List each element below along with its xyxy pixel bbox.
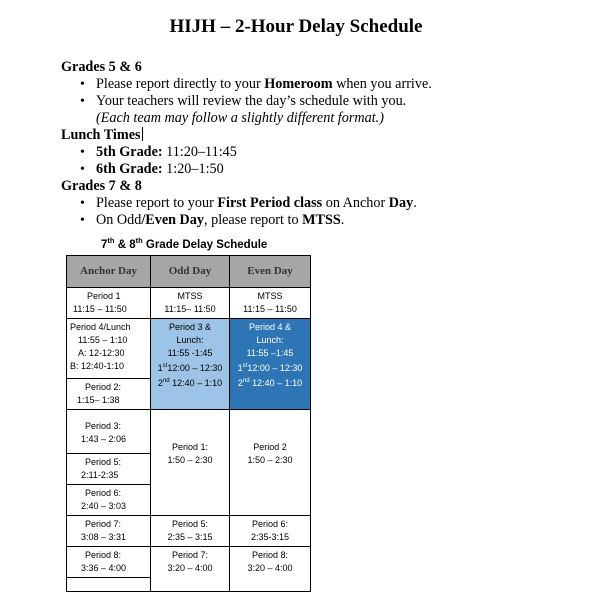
text: 2:40 – 3:03 — [81, 501, 127, 511]
table-header-row — [67, 256, 311, 288]
text: 3:08 – 3:31 — [81, 532, 127, 542]
text: Period 5: — [171, 519, 209, 529]
anchor-period-8 — [67, 547, 151, 578]
header-even-day: Even Day — [230, 256, 311, 288]
text: Period 3: — [85, 421, 122, 431]
text: 11:15– 11:50 — [164, 304, 216, 314]
text: Period 2: — [85, 382, 122, 392]
anchor-periods-3-5-6 — [67, 410, 151, 516]
page-title: HIJH – 2-Hour Delay Schedule — [169, 16, 423, 37]
text: Period 4 & — [248, 322, 292, 332]
text: 2:35 – 3:15 — [167, 532, 213, 542]
time: 11:20–11:45 — [162, 144, 237, 160]
lunch-times-heading — [61, 127, 561, 144]
header-odd-day: Odd Day — [151, 256, 230, 288]
text: Lunch: — [256, 335, 284, 345]
list-item — [96, 93, 561, 127]
text: 12:40 – 1:10 — [169, 378, 223, 388]
text: Period 7: — [171, 550, 209, 560]
text: Period 3 & — [168, 322, 212, 332]
odd-period-5 — [151, 516, 230, 547]
bold: /Even Day — [141, 212, 204, 228]
text: 2 — [157, 378, 163, 388]
text: 1 — [237, 363, 243, 373]
anchor-period-4-lunch-block — [67, 319, 151, 410]
text: Period 2 — [253, 442, 287, 452]
table-row — [67, 288, 311, 319]
text: Period 7: — [85, 519, 122, 529]
lunch-list — [61, 144, 561, 178]
label: 5th Grade: — [96, 144, 163, 160]
text: Lunch Times — [61, 127, 141, 143]
text: 11:55 –1:45 — [246, 348, 294, 358]
odd-period-1 — [151, 410, 230, 516]
team-note: (Each team may follow a slightly different format.) — [96, 110, 384, 126]
list-item — [96, 144, 561, 161]
text: 11:15 – 11:50 — [73, 304, 127, 314]
text: MTSS — [177, 291, 203, 301]
even-period-6 — [230, 516, 311, 547]
text: 12:00 – 12:30 — [167, 363, 223, 373]
text: , please report to — [204, 212, 303, 228]
text: B: 12:40-1:10 — [70, 361, 125, 371]
text: 2:35-3:15 — [250, 532, 290, 542]
text-cursor — [142, 127, 143, 141]
text: Period 1: — [171, 442, 209, 452]
anchor-period-7 — [67, 516, 151, 547]
even-period-4-lunch — [230, 319, 311, 410]
bold: Day — [388, 195, 414, 211]
bold: MTSS — [302, 212, 341, 228]
text: Period 1 — [87, 291, 121, 301]
text: 1 — [157, 363, 163, 373]
empty-cell — [67, 578, 151, 592]
sup: st — [242, 363, 248, 369]
odd-period-7 — [151, 547, 230, 592]
text: Please report to your — [96, 195, 218, 211]
table-row — [67, 319, 311, 410]
text: Period 8: — [251, 550, 289, 560]
text: 3:36 – 4:00 — [81, 563, 127, 573]
text: when you arrive. — [332, 76, 432, 92]
text: Period 8: — [85, 550, 122, 560]
sup: th — [135, 236, 143, 245]
text: Please report directly to your — [96, 76, 265, 92]
even-period-8 — [230, 547, 311, 592]
text: 11:55 – 1:10 — [78, 335, 128, 345]
grades-5-6-list — [61, 76, 561, 127]
text: 1:43 – 2:06 — [81, 434, 127, 444]
table-row — [67, 516, 311, 547]
table-row — [67, 410, 311, 516]
anchor-period-1 — [67, 288, 151, 319]
text: 1:50 – 2:30 — [167, 455, 213, 465]
table-caption — [101, 236, 267, 251]
list-item — [96, 161, 561, 178]
text: on Anchor — [322, 195, 389, 211]
text: On Odd — [96, 212, 142, 228]
odd-mtss — [151, 288, 230, 319]
text: 3:20 – 4:00 — [247, 563, 293, 573]
text: 11:15 – 11:50 — [243, 304, 297, 314]
list-item — [96, 212, 561, 229]
homeroom-bold: Homeroom — [264, 76, 333, 92]
text: 2:11-2:35 — [81, 470, 119, 480]
text: 12:40 – 1:10 — [249, 378, 303, 388]
sup: nd — [242, 378, 250, 384]
text: MTSS — [257, 291, 283, 301]
text: Your teachers will review the day’s schedule with you. — [96, 93, 407, 109]
sup: nd — [162, 378, 170, 384]
text: . — [340, 212, 345, 228]
delay-schedule-table — [66, 255, 311, 592]
even-period-2 — [230, 410, 311, 516]
text: Period 5: — [85, 457, 122, 467]
text: 11:55 -1:45 — [167, 348, 213, 358]
text: Lunch: — [176, 335, 204, 345]
text: 12:00 – 12:30 — [247, 363, 303, 373]
text: 1:50 – 2:30 — [247, 455, 293, 465]
text: Period 6: — [85, 488, 122, 498]
grades-7-8-list — [61, 195, 561, 229]
text: Period 4/Lunch — [70, 322, 131, 332]
text: 1:15– 1:38 — [77, 395, 120, 405]
sup: th — [107, 236, 115, 245]
document-body — [61, 59, 561, 229]
text: A: 12-12:30 — [78, 348, 125, 358]
sup: st — [162, 363, 168, 369]
text: 3:20 – 4:00 — [167, 563, 213, 573]
table-row — [67, 547, 311, 578]
text: . — [413, 195, 417, 211]
text: & 8 — [114, 238, 136, 251]
list-item — [96, 76, 561, 93]
grades-7-8-heading: Grades 7 & 8 — [61, 178, 142, 194]
grades-5-6-heading: Grades 5 & 6 — [61, 59, 142, 75]
header-anchor-day: Anchor Day — [67, 256, 151, 288]
bold: First Period class — [217, 195, 323, 211]
text: Period 6: — [251, 519, 289, 529]
time: 1:20–1:50 — [162, 161, 224, 177]
even-mtss — [230, 288, 311, 319]
text: 7 — [101, 238, 108, 251]
list-item — [96, 195, 561, 212]
label: 6th Grade: — [96, 161, 163, 177]
text: 2 — [237, 378, 243, 388]
text: Grade Delay Schedule — [142, 238, 268, 251]
odd-period-3-lunch — [151, 319, 230, 410]
